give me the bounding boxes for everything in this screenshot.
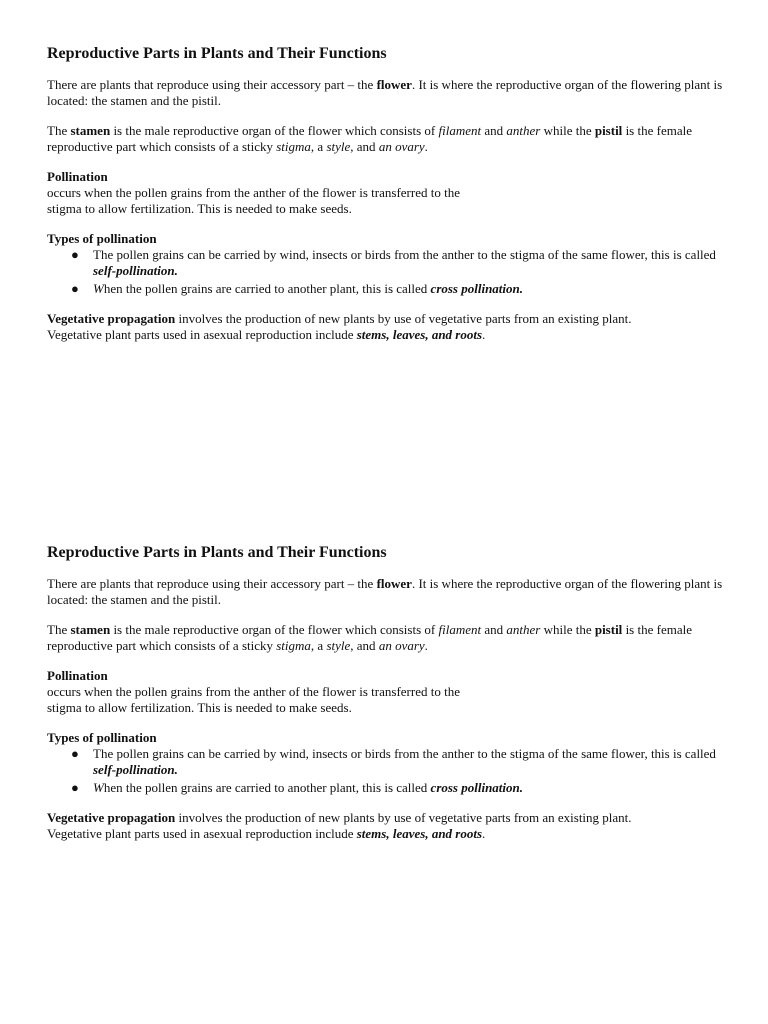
stamen-text-4: is the female reproductive part which consists of a sticky <box>47 123 692 154</box>
pollination-body <box>47 185 727 217</box>
anther-term: anther <box>506 123 541 138</box>
document-section-1 <box>47 44 727 357</box>
stamen-text-7: . <box>424 139 428 154</box>
plant-parts-term: stems, leaves, and roots <box>356 826 483 841</box>
intro-bold-term: flower <box>376 576 412 591</box>
style-term: style <box>326 139 351 154</box>
stigma-term: stigma <box>276 139 311 154</box>
bullet-icon: ● <box>71 247 79 262</box>
plant-parts-term: stems, leaves, and roots <box>356 327 483 342</box>
section-title: Reproductive Parts in Plants and Their Functions <box>47 45 387 62</box>
bullet-lead-letter: W <box>93 281 104 296</box>
vegetative-text-2: Vegetative plant parts used in asexual reproduction include <box>47 327 357 342</box>
style-term: style <box>326 638 351 653</box>
stamen-term: stamen <box>70 123 111 138</box>
bullet-icon: ● <box>71 746 79 761</box>
types-of-pollination-heading: Types of pollination <box>47 231 157 246</box>
stamen-text-0: The <box>47 123 71 138</box>
bullet-icon: ● <box>71 281 79 296</box>
list-item <box>47 780 727 796</box>
vegetative-propagation-term: Vegetative propagation <box>47 810 176 825</box>
pistil-term: pistil <box>594 123 623 138</box>
pollination-heading: Pollination <box>47 169 108 184</box>
intro-paragraph <box>47 576 727 608</box>
pistil-term: pistil <box>594 622 623 637</box>
stamen-text-3: while the <box>540 622 595 637</box>
stamen-text-2: and <box>481 123 507 138</box>
ovary-term: an ovary <box>378 139 425 154</box>
pollination-types-list <box>47 746 727 796</box>
filament-term: filament <box>438 123 482 138</box>
stamen-term: stamen <box>70 622 111 637</box>
stamen-text-2: and <box>481 622 507 637</box>
pollination-line-1: occurs when the pollen grains from the anther of the flower is transferred to the <box>47 684 460 699</box>
stamen-text-0: The <box>47 622 71 637</box>
intro-text: There are plants that reproduce using their accessory part – the <box>47 576 377 591</box>
stamen-text-3: while the <box>540 123 595 138</box>
intro-text-2: . It is where the reproductive organ of the flowering plant is located: the stamen and the pistil. <box>47 576 723 607</box>
vegetative-text-1: involves the production of new plants by use of vegetative parts from an existing plant. <box>175 311 632 326</box>
intro-text-2: . It is where the reproductive organ of the flowering plant is located: the stamen and the pistil. <box>47 77 723 108</box>
bullet-text: The pollen grains can be carried by wind, insects or birds from the anther to the stigma of the same flower, this is called <box>93 746 716 761</box>
stamen-text-6: , and <box>350 139 379 154</box>
pollination-line-2: stigma to allow fertilization. This is needed to make seeds. <box>47 201 352 216</box>
pollination-heading: Pollination <box>47 668 108 683</box>
stigma-term: stigma <box>276 638 311 653</box>
bullet-lead-letter: W <box>93 780 104 795</box>
types-of-pollination-heading: Types of pollination <box>47 730 157 745</box>
pollination-line-1: occurs when the pollen grains from the anther of the flower is transferred to the <box>47 185 460 200</box>
document-section-2 <box>47 543 727 856</box>
vegetative-text-3: . <box>482 826 486 841</box>
pollination-line-2: stigma to allow fertilization. This is needed to make seeds. <box>47 700 352 715</box>
vegetative-text-3: . <box>482 327 486 342</box>
cross-pollination-term: cross pollination. <box>430 281 524 296</box>
section-title: Reproductive Parts in Plants and Their Functions <box>47 544 387 561</box>
stamen-text-7: . <box>424 638 428 653</box>
pollination-body <box>47 684 727 716</box>
stamen-text-1: is the male reproductive organ of the flower which consists of <box>110 123 439 138</box>
vegetative-text-1: involves the production of new plants by use of vegetative parts from an existing plant. <box>175 810 632 825</box>
cross-pollination-term: cross pollination. <box>430 780 524 795</box>
vegetative-paragraph <box>47 810 727 842</box>
stamen-paragraph <box>47 622 727 654</box>
list-item <box>47 247 727 279</box>
stamen-text-6: , and <box>350 638 379 653</box>
vegetative-paragraph <box>47 311 727 343</box>
self-pollination-term: self-pollination. <box>93 263 178 278</box>
stamen-paragraph <box>47 123 727 155</box>
list-item <box>47 281 727 297</box>
intro-paragraph <box>47 77 727 109</box>
stamen-text-1: is the male reproductive organ of the flower which consists of <box>110 622 439 637</box>
intro-bold-term: flower <box>376 77 412 92</box>
anther-term: anther <box>506 622 541 637</box>
filament-term: filament <box>438 622 482 637</box>
bullet-text: hen the pollen grains are carried to another plant, this is called <box>103 780 431 795</box>
stamen-text-5: , a <box>310 139 327 154</box>
vegetative-text-2: Vegetative plant parts used in asexual reproduction include <box>47 826 357 841</box>
bullet-icon: ● <box>71 780 79 795</box>
stamen-text-4: is the female reproductive part which consists of a sticky <box>47 622 692 653</box>
stamen-text-5: , a <box>310 638 327 653</box>
bullet-text: hen the pollen grains are carried to another plant, this is called <box>103 281 431 296</box>
vegetative-propagation-term: Vegetative propagation <box>47 311 176 326</box>
pollination-types-list <box>47 247 727 297</box>
self-pollination-term: self-pollination. <box>93 762 178 777</box>
list-item <box>47 746 727 778</box>
bullet-text: The pollen grains can be carried by wind, insects or birds from the anther to the stigma of the same flower, this is called <box>93 247 716 262</box>
ovary-term: an ovary <box>378 638 425 653</box>
intro-text: There are plants that reproduce using their accessory part – the <box>47 77 377 92</box>
